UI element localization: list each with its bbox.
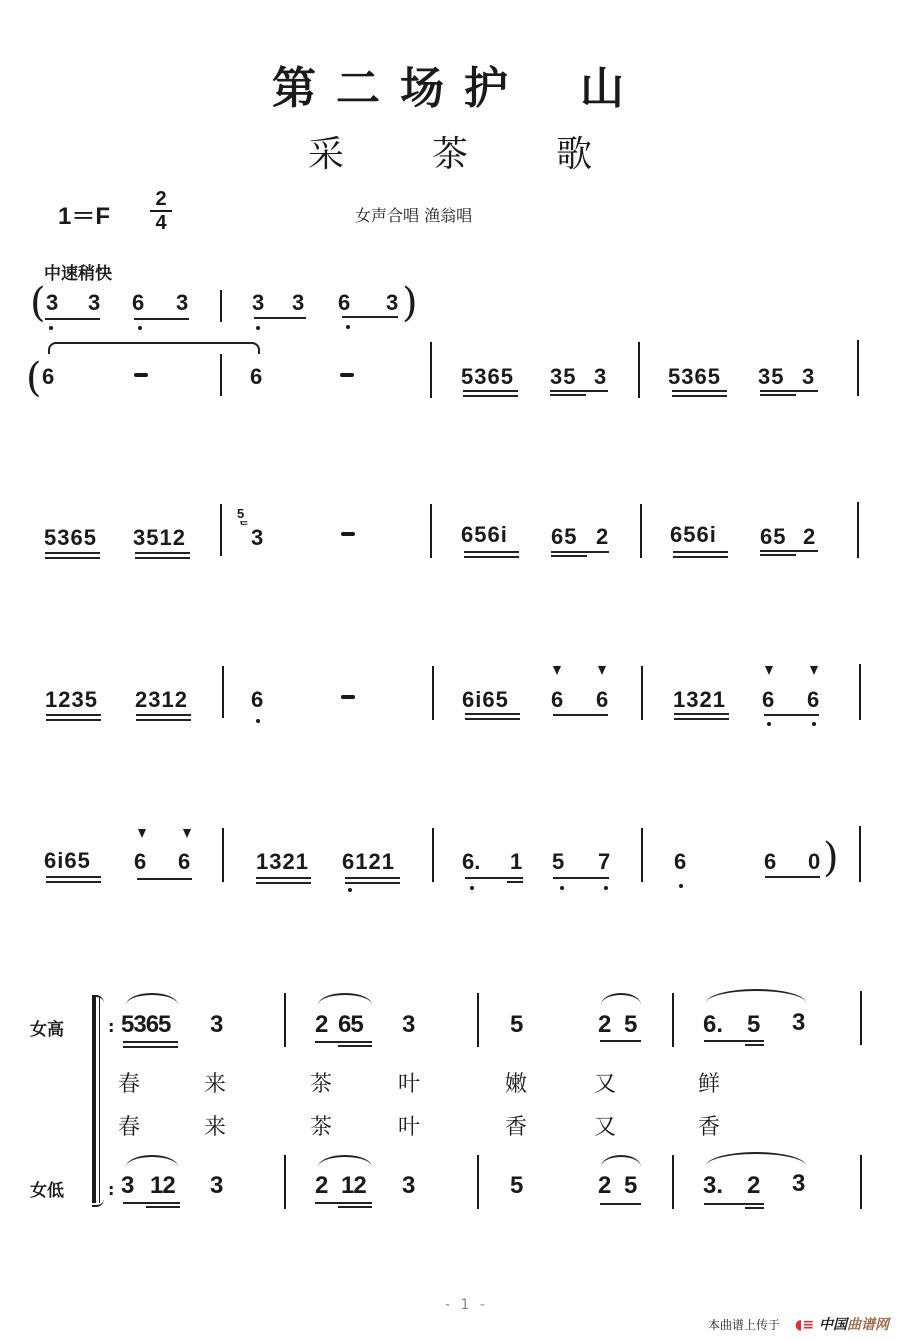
underline [123, 1202, 180, 1204]
low-dot [560, 886, 564, 890]
note: 3 [121, 1172, 135, 1199]
note: 3 [292, 290, 305, 315]
note: 65 [760, 524, 787, 549]
low-dot [348, 888, 352, 892]
note: 3 [46, 290, 59, 315]
dash [340, 373, 354, 377]
repeat-sign-icon: : [108, 1017, 115, 1036]
grace-stroke-icon: ᄃ [238, 520, 250, 534]
barline [432, 666, 434, 720]
barline [477, 993, 479, 1047]
note: 3 [88, 290, 101, 315]
performers: 女声合唱 渔翁唱 [355, 206, 473, 225]
lyric: 叶 [398, 1115, 421, 1140]
note: 6 [178, 849, 191, 874]
lyric: 香 [698, 1115, 721, 1140]
staccato-wedge-icon [553, 666, 561, 675]
note: 5 [552, 849, 565, 874]
underline [760, 394, 796, 396]
page-title [0, 52, 900, 116]
double-underline [463, 390, 518, 397]
note: 12 [150, 1172, 175, 1199]
low-dot [679, 884, 683, 888]
barline [859, 826, 861, 882]
note: 3 [402, 1172, 416, 1199]
barline [638, 342, 640, 398]
lyric: 茶 [310, 1072, 333, 1097]
note: 6 [338, 290, 351, 315]
underline [600, 1040, 641, 1042]
note: 656i [461, 522, 508, 547]
note: 6 [762, 687, 775, 712]
dash [134, 373, 148, 377]
title-char: 二 [336, 63, 384, 114]
double-underline [256, 877, 311, 884]
underline [315, 1041, 372, 1043]
barline [860, 1155, 862, 1209]
underline [553, 714, 608, 716]
underline [553, 877, 609, 879]
note: 1235 [45, 687, 98, 712]
staccato-wedge-icon [598, 666, 606, 675]
note: 5 [624, 1011, 638, 1038]
barline [857, 340, 859, 396]
slur [601, 1155, 641, 1167]
note: 1321 [673, 687, 726, 712]
title-char: 场 [400, 63, 448, 114]
slur [706, 1152, 806, 1166]
upload-note: 本曲谱上传于 [708, 1318, 781, 1332]
underline [507, 881, 523, 883]
underline [342, 316, 398, 318]
tie-bracket [48, 342, 260, 354]
underline [338, 1206, 372, 1208]
brand-name-b: 曲谱网 [846, 1317, 889, 1333]
repeat-sign-icon: : [108, 1180, 115, 1199]
slur [601, 993, 641, 1005]
note: 6 [807, 687, 820, 712]
note: 2 [596, 524, 609, 549]
slur [126, 993, 178, 1005]
double-underline [464, 551, 519, 558]
note: 0 [808, 849, 821, 874]
underline [146, 1206, 180, 1208]
note: 1 [510, 849, 523, 874]
underline [254, 317, 306, 319]
double-underline [672, 390, 727, 397]
lyric: 春 [118, 1072, 141, 1097]
subtitle-char: 茶 [431, 134, 468, 175]
note: 7 [598, 849, 611, 874]
lyric: 来 [204, 1115, 227, 1140]
open-paren: ( [30, 280, 46, 326]
slur [318, 1155, 372, 1167]
dash [341, 532, 355, 536]
note: 3 [176, 290, 189, 315]
note: 6 [251, 687, 264, 712]
subtitle-char: 采 [307, 134, 344, 175]
double-underline [465, 713, 520, 720]
lyric: 嫩 [505, 1072, 528, 1097]
note: 65 [338, 1011, 363, 1038]
underline [760, 554, 796, 556]
barline [430, 504, 432, 558]
barline [477, 1155, 479, 1209]
note: 6 [596, 687, 609, 712]
underline [465, 877, 523, 879]
note: 3 [210, 1011, 224, 1038]
note: 6. [703, 1011, 724, 1038]
note: 2 [598, 1172, 612, 1199]
note: 35 [550, 364, 577, 389]
low-dot [346, 325, 350, 329]
barline [222, 828, 224, 882]
underline [745, 1044, 764, 1046]
low-dot [256, 719, 260, 723]
slur [126, 1155, 178, 1167]
slur [706, 989, 806, 1003]
subtitle-char: 歌 [556, 134, 593, 175]
underline [338, 1045, 372, 1047]
note: 6 [764, 849, 777, 874]
lyric: 香 [505, 1115, 528, 1140]
underline [134, 318, 189, 320]
low-dot [767, 722, 771, 726]
double-underline [135, 552, 190, 559]
note: 6121 [342, 849, 395, 874]
note: 6i65 [44, 848, 91, 873]
underline [551, 551, 609, 553]
low-dot [138, 326, 142, 330]
staccato-wedge-icon [765, 666, 773, 675]
underline [760, 390, 818, 392]
lyric: 又 [594, 1115, 617, 1140]
note: 5 [510, 1011, 524, 1038]
barline [430, 342, 432, 398]
barline [641, 666, 643, 720]
note: 2312 [135, 687, 188, 712]
voice-label-soprano: 女高 [30, 1020, 64, 1040]
note: 5 [510, 1172, 524, 1199]
low-dot [470, 886, 474, 890]
title-char: 山 [580, 63, 628, 114]
bracket-bottom-hook [92, 1199, 104, 1207]
note: 3 [802, 364, 815, 389]
barline [672, 993, 674, 1047]
note: 35 [758, 364, 785, 389]
note: 6 [674, 849, 687, 874]
note: 65 [551, 524, 578, 549]
close-paren: ) [402, 280, 418, 326]
note: 5365 [44, 525, 97, 550]
note: 12 [341, 1172, 366, 1199]
note: 3 [792, 1009, 806, 1036]
note: 6. [462, 849, 481, 874]
site-logo[interactable] [795, 1314, 889, 1334]
logo-mark-icon: ◖≡ [795, 1317, 815, 1333]
underline [550, 394, 586, 396]
note: 6 [132, 290, 145, 315]
barline [220, 290, 222, 322]
double-underline [45, 552, 100, 559]
barline [672, 1155, 674, 1209]
note: 6 [42, 364, 55, 389]
note: 3 [594, 364, 607, 389]
note: 5 [624, 1172, 638, 1199]
barline [222, 666, 224, 718]
underline [704, 1040, 764, 1042]
barline [284, 1155, 286, 1209]
underline [45, 318, 100, 320]
double-underline [674, 713, 729, 720]
note: 6 [134, 849, 147, 874]
underline [600, 1203, 641, 1205]
barline [284, 993, 286, 1047]
note: 3 [792, 1170, 806, 1197]
barline [857, 502, 859, 558]
staccato-wedge-icon [810, 666, 818, 675]
dash [341, 695, 355, 699]
note: 1321 [256, 849, 309, 874]
slur [318, 993, 372, 1005]
grace-note: 5 [237, 506, 245, 521]
underline [550, 390, 608, 392]
page-number: - 1 - [445, 1297, 488, 1313]
double-underline [46, 714, 101, 721]
note: 6 [250, 364, 263, 389]
bracket-top-hook [92, 995, 104, 1003]
lyric: 茶 [310, 1115, 333, 1140]
underline [551, 555, 587, 557]
note: 3512 [133, 525, 186, 550]
key-signature: 1＝F [58, 203, 111, 230]
system-bracket-thin [99, 997, 100, 1203]
time-signature [150, 190, 172, 232]
low-dot [604, 886, 608, 890]
note: 2 [803, 524, 816, 549]
time-sig-bottom: 4 [155, 212, 167, 234]
lyric: 春 [118, 1115, 141, 1140]
low-dot [256, 326, 260, 330]
note: 5 [747, 1011, 761, 1038]
staccato-wedge-icon [183, 829, 191, 838]
double-underline [345, 877, 400, 884]
lyric: 鲜 [698, 1072, 721, 1097]
underline [760, 550, 818, 552]
underline [745, 1207, 764, 1209]
time-sig-top: 2 [155, 188, 167, 210]
note: 2 [598, 1011, 612, 1038]
note: 5365 [668, 364, 721, 389]
barline [859, 664, 861, 720]
title-char: 第 [272, 63, 320, 114]
underline [315, 1202, 372, 1204]
open-paren: ( [26, 355, 42, 401]
barline [220, 504, 222, 556]
double-underline [136, 714, 191, 721]
underline [704, 1203, 764, 1205]
lyric: 叶 [398, 1072, 421, 1097]
tempo-marking: 中速稍快 [44, 264, 112, 284]
note: 3 [402, 1011, 416, 1038]
double-underline [46, 876, 101, 883]
note: 6i65 [462, 687, 509, 712]
double-underline [673, 551, 728, 558]
note: 5365 [461, 364, 514, 389]
double-underline [123, 1041, 178, 1048]
note: 3 [386, 290, 399, 315]
note: 2 [315, 1011, 329, 1038]
note: 3. [703, 1172, 724, 1199]
underline [765, 876, 820, 878]
low-dot [49, 326, 53, 330]
underline [137, 878, 192, 880]
voice-label-alto: 女低 [30, 1181, 64, 1201]
system-bracket [92, 997, 96, 1203]
barline [640, 504, 642, 558]
barline [860, 991, 862, 1045]
note: 3 [210, 1172, 224, 1199]
note: 5365 [121, 1011, 171, 1038]
lyric: 来 [204, 1072, 227, 1097]
low-dot [812, 722, 816, 726]
note: 2 [315, 1172, 329, 1199]
note: 3 [251, 525, 264, 550]
barline [641, 828, 643, 882]
close-paren: ) [823, 835, 839, 881]
song-title [0, 126, 900, 177]
underline [764, 714, 819, 716]
note: 2 [747, 1172, 761, 1199]
note: 6 [551, 687, 564, 712]
barline [220, 354, 222, 396]
note: 3 [252, 290, 265, 315]
note: 656i [670, 522, 717, 547]
brand-name-a: 中国 [818, 1317, 847, 1333]
lyric: 又 [594, 1072, 617, 1097]
title-char: 护 [464, 63, 512, 114]
staccato-wedge-icon [138, 829, 146, 838]
barline [432, 828, 434, 882]
